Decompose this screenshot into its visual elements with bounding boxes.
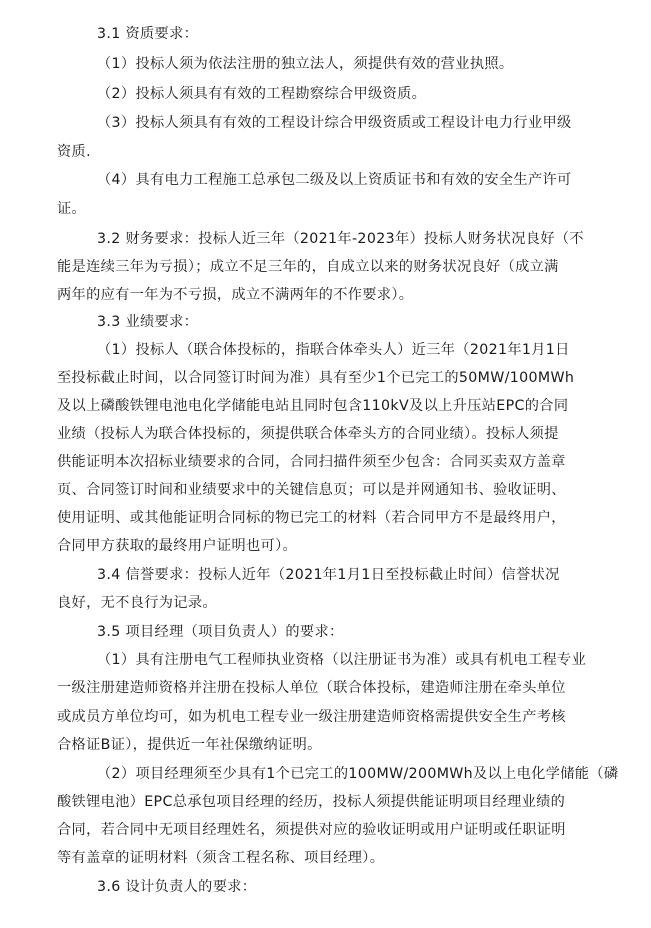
section-3-4-heading: 3.4 信誉要求：投标人近年（2021年1月1日至投标截止时间）信誉状况 xyxy=(97,567,560,583)
paragraph-line: 酸铁锂电池）EPC总承包项目经理的经历，投标人须提供能证明项目经理业绩的 xyxy=(57,794,566,810)
paragraph-line: 页、合同签订时间和业绩要求中的关键信息页；可以是并网通知书、验收证明、 xyxy=(57,482,566,498)
paragraph-line: 至投标截止时间，以合同签订时间为准）具有至少1个已完工的50MW/100MWh xyxy=(57,370,575,386)
paragraph-line: 业绩（投标人为联合体投标的，须提供联合体牵头方的合同业绩）。投标人须提 xyxy=(57,426,559,442)
paragraph-line: （4）具有电力工程施工总承包二级及以上资质证书和有效的安全生产许可 xyxy=(97,172,572,188)
paragraph-line: 合格证B证），提供近一年社保缴纳证明。 xyxy=(57,737,322,753)
section-3-5-heading: 3.5 项目经理（项目负责人）的要求： xyxy=(97,624,344,640)
paragraph-line: （1）投标人须为依法注册的独立法人，须提供有效的营业执照。 xyxy=(97,56,514,72)
section-3-3-heading: 3.3 业绩要求： xyxy=(97,314,199,330)
section-3-1-heading: 3.1 资质要求： xyxy=(97,26,199,42)
paragraph-line: 供能证明本次招标业绩要求的合同，合同扫描件须至少包含：合同买卖双方盖章 xyxy=(57,454,566,470)
paragraph-line: 或成员方单位均可，如为机电工程专业一级注册建造师资格需提供安全生产考核 xyxy=(57,709,566,725)
paragraph-line: （3）投标人须具有有效的工程设计综合甲级资质或工程设计电力行业甲级 xyxy=(97,115,572,131)
paragraph-line: （1）投标人（联合体投标的，指联合体牵头人）近三年（2021年1月1日 xyxy=(97,342,570,358)
paragraph-line: 良好，无不良行为记录。 xyxy=(57,595,217,611)
paragraph-line: 资质. xyxy=(57,144,91,160)
paragraph-line: （2）项目经理须至少具有1个已完工的100MW/200MWh及以上电化学储能（磷 xyxy=(97,766,619,782)
paragraph-line: 能是连续三年为亏损）；成立不足三年的，自成立以来的财务状况良好（成立满 xyxy=(57,259,559,275)
paragraph-line: （2）投标人须具有有效的工程勘察综合甲级资质。 xyxy=(97,86,427,102)
paragraph-line: 证。 xyxy=(57,201,87,217)
paragraph-line: 等有盖章的证明材料（须含工程名称、项目经理）。 xyxy=(57,850,385,866)
paragraph-line: 合同甲方获取的最终用户证明也可）。 xyxy=(57,538,298,554)
paragraph-line: 及以上磷酸铁锂电池电化学储能电站且同时包含110kV及以上升压站EPC的合同 xyxy=(57,398,569,414)
paragraph-line: 合同，若合同中无项目经理姓名，须提供对应的验收证明或用户证明或任职证明 xyxy=(57,822,566,838)
paragraph-line: （1）具有注册电气工程师执业资格（以注册证书为准）或具有机电工程专业 xyxy=(97,652,587,668)
section-3-6-heading: 3.6 设计负责人的要求： xyxy=(97,879,257,895)
section-3-2-heading: 3.2 财务要求：投标人近三年（2021年-2023年）投标人财务状况良好（不 xyxy=(97,231,584,247)
paragraph-line: 一级注册建造师资格并注册在投标人单位（联合体投标，建造师注册在牵头单位 xyxy=(57,680,566,696)
paragraph-line: 两年的应有一年为不亏损，成立不满两年的不作要求）。 xyxy=(57,287,414,303)
paragraph-line: 使用证明、或其他能证明合同标的物已完工的材料（若合同甲方不是最终用户， xyxy=(57,510,566,526)
